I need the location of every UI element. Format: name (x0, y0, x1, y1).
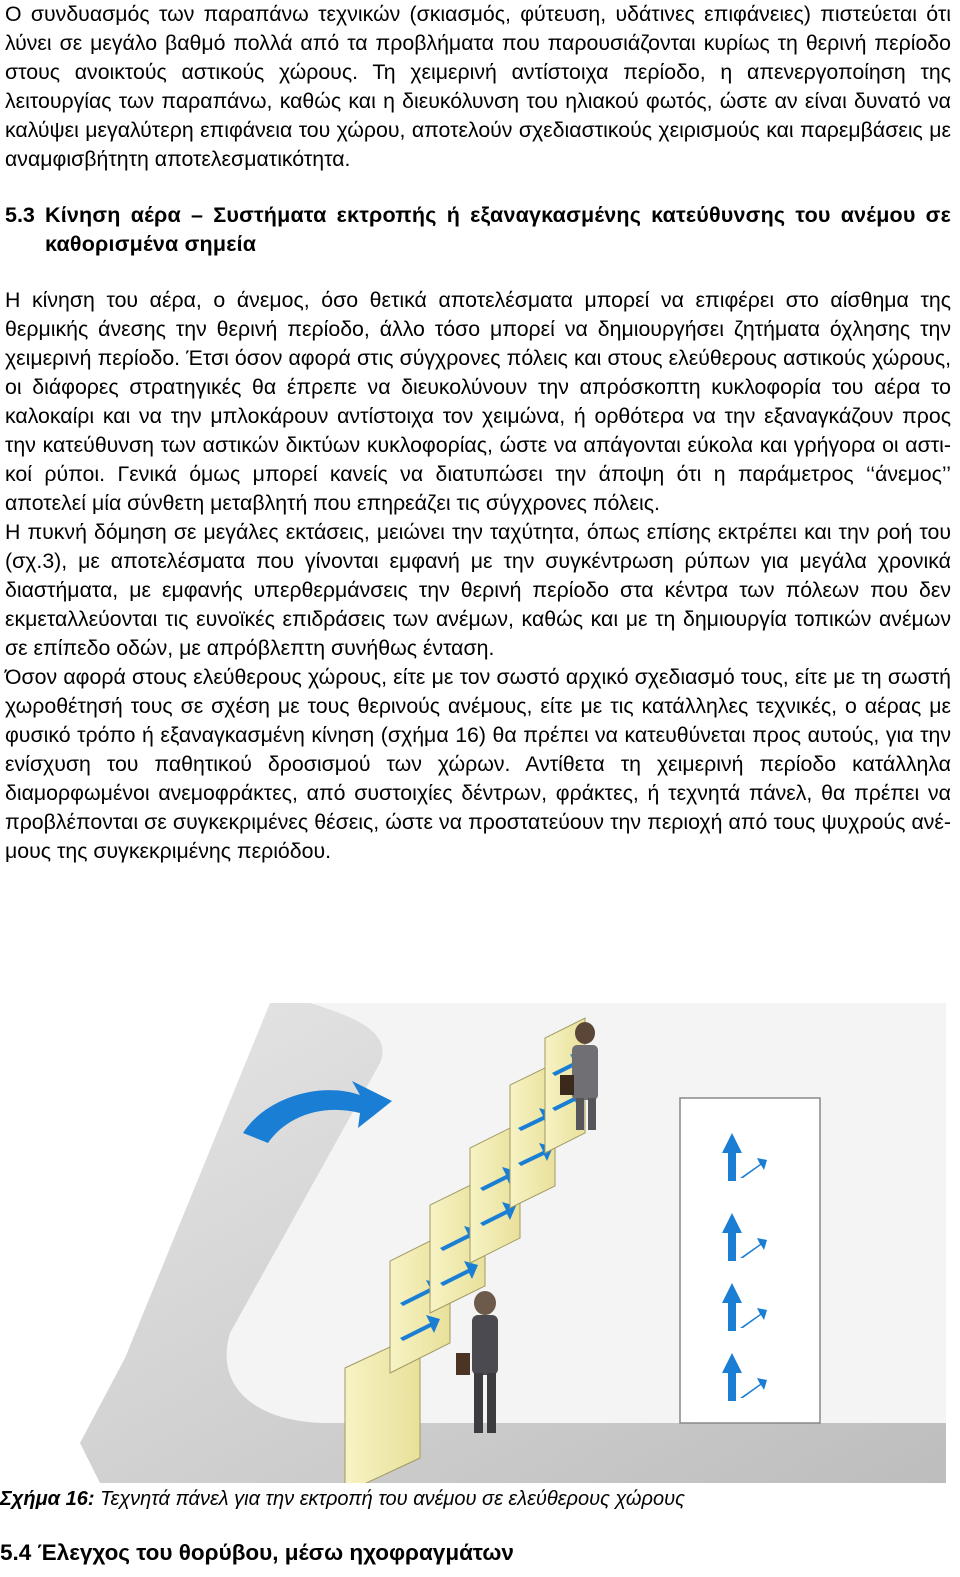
paragraph-wind: Η κίνηση του αέρα, ο άνεμος, όσο θετικά αποτελέσματα μπορεί να επιφέρει στο αίσθημα της θερμικής άνεσης την θερινή περίοδο, άλλο τόσο μπορεί να δημιουργήσει ζητήματα όχλησης την χειμερινή περίοδο. Έτσι όσον αφορά στις σύγχρονες πόλεις και στους ελεύθερους αστικούς χώρους, οι διάφορες στρατηγικές θα έπρεπε να διευκολύνουν την απρόσκοπτη κυκλοφορία του αέρα το καλοκαίρι και να την μπλοκάρουν αντίστοιχα τον χειμώνα, ή ορθότερα να την εξαναγκάζουν προς την κατεύθυνση των αστικών δικτύων κυκλοφορίας, ώστε να απάγονται εύκολα και γρήγορα οι αστικοί ρύποι. Γενικά όμως μπορεί κανείς να διατυπώσει την άποψη ότι η παράμετρος ‘‘άνεμος’’ αποτελεί μία σύνθετη μεταβλητή που επηρεάζει τις σύγχρονες πόλεις. (5, 288, 951, 515)
section-number: 5.3 (5, 203, 35, 227)
figure-wind-panels (0, 1003, 946, 1483)
paragraph-density: Η πυκνή δόμηση σε μεγάλες εκτάσεις, μειώνει την ταχύτητα, όπως επίσης εκτρέπει και την ροή του (σχ.3), με αποτελέσματα που γίνονται εμφανή με την συγκέντρωση ρύπων για μεγάλα χρονικά διαστήματα, με εμφανής υπερθερμάνσεις την θερινή περίοδο στα κέντρα των πόλεων που δεν εκμεταλλεύονται τις ευνοϊκές επιδράσεις των ανέμων, καθώς και με τη δημιουργία τοπικών ανέμων σε επίπεδο οδών, με απρόβλεπτη συνήθως ένταση. (5, 520, 951, 660)
figure-caption (0, 1485, 685, 1513)
caption-text: Τεχνητά πάνελ για την εκτροπή του ανέμου σε ελεύθερους χώρους (94, 1488, 685, 1510)
section-heading-5-3 (5, 201, 951, 259)
section-title: Κίνηση αέρα – Συστήματα εκτροπής ή εξαναγκασμένης κατεύθυνσης του ανέμου σε καθορισμένα σημεία (45, 203, 951, 256)
document-page (5, 0, 951, 866)
paragraph-open-spaces: Όσον αφορά στους ελεύθερους χώρους, είτε με τον σωστό αρχικό σχεδιασμό τους, είτε με τη σωστή χωροθέτησή τους σε σχέση με τους θερινούς ανέμους, είτε με τις κατάλληλες τεχνικές, ο αέρας με φυσικό τρόπο ή εξαναγκασμένη κίνηση (σχήμα 16) θα πρέπει να κατευθύνεται προς αυτούς, για την ενίσχυση του παθητικού δροσισμού των χώρων. Αντίθετα τη χειμερινή περίοδο κατάλληλα διαμορφωμένοι ανεμοφράκτες, από συστοιχίες δέντρων, φράκτες, ή τεχνητά πάνελ, θα πρέπει να προβλέπονται σε συγκεκριμένες θέσεις, ώστε να προστατεύουν την περιοχή από τους ψυχρούς ανέμους της συγκεκριμένης περιόδου. (5, 665, 951, 863)
section-heading-5-4: 5.4 Έλεγχος του θορύβου, μέσω ηχοφραγμάτων (0, 1540, 514, 1565)
caption-label: Σχήμα 16: (0, 1488, 95, 1510)
wind-panels-illustration (0, 1003, 946, 1483)
paragraph-intro: Ο συνδυασμός των παραπάνω τεχνικών (σκιασμός, φύτευση, υδάτινες επιφάνειες) πιστεύεται ότι λύνει σε μεγάλο βαθμό πολλά από τα προβλήματα που παρουσιάζονται κυρίως τη θερινή περίοδο στους ανοικτούς αστικούς χώρους. Τη χειμερινή αντίστοιχα περίοδο, η απενεργοποίηση της λειτουργίας των παραπάνω, καθώς και η διευκόλυνση του ηλιακού φωτός, ώστε αν είναι δυνατό να καλύψει μεγαλύτερη επιφάνεια του χώρου, αποτελούν σχεδιαστικούς χειρισμούς και παρεμβάσεις με αναμφισβήτητη αποτελεσματικότητα. (5, 2, 951, 171)
right-strip (680, 1098, 820, 1423)
